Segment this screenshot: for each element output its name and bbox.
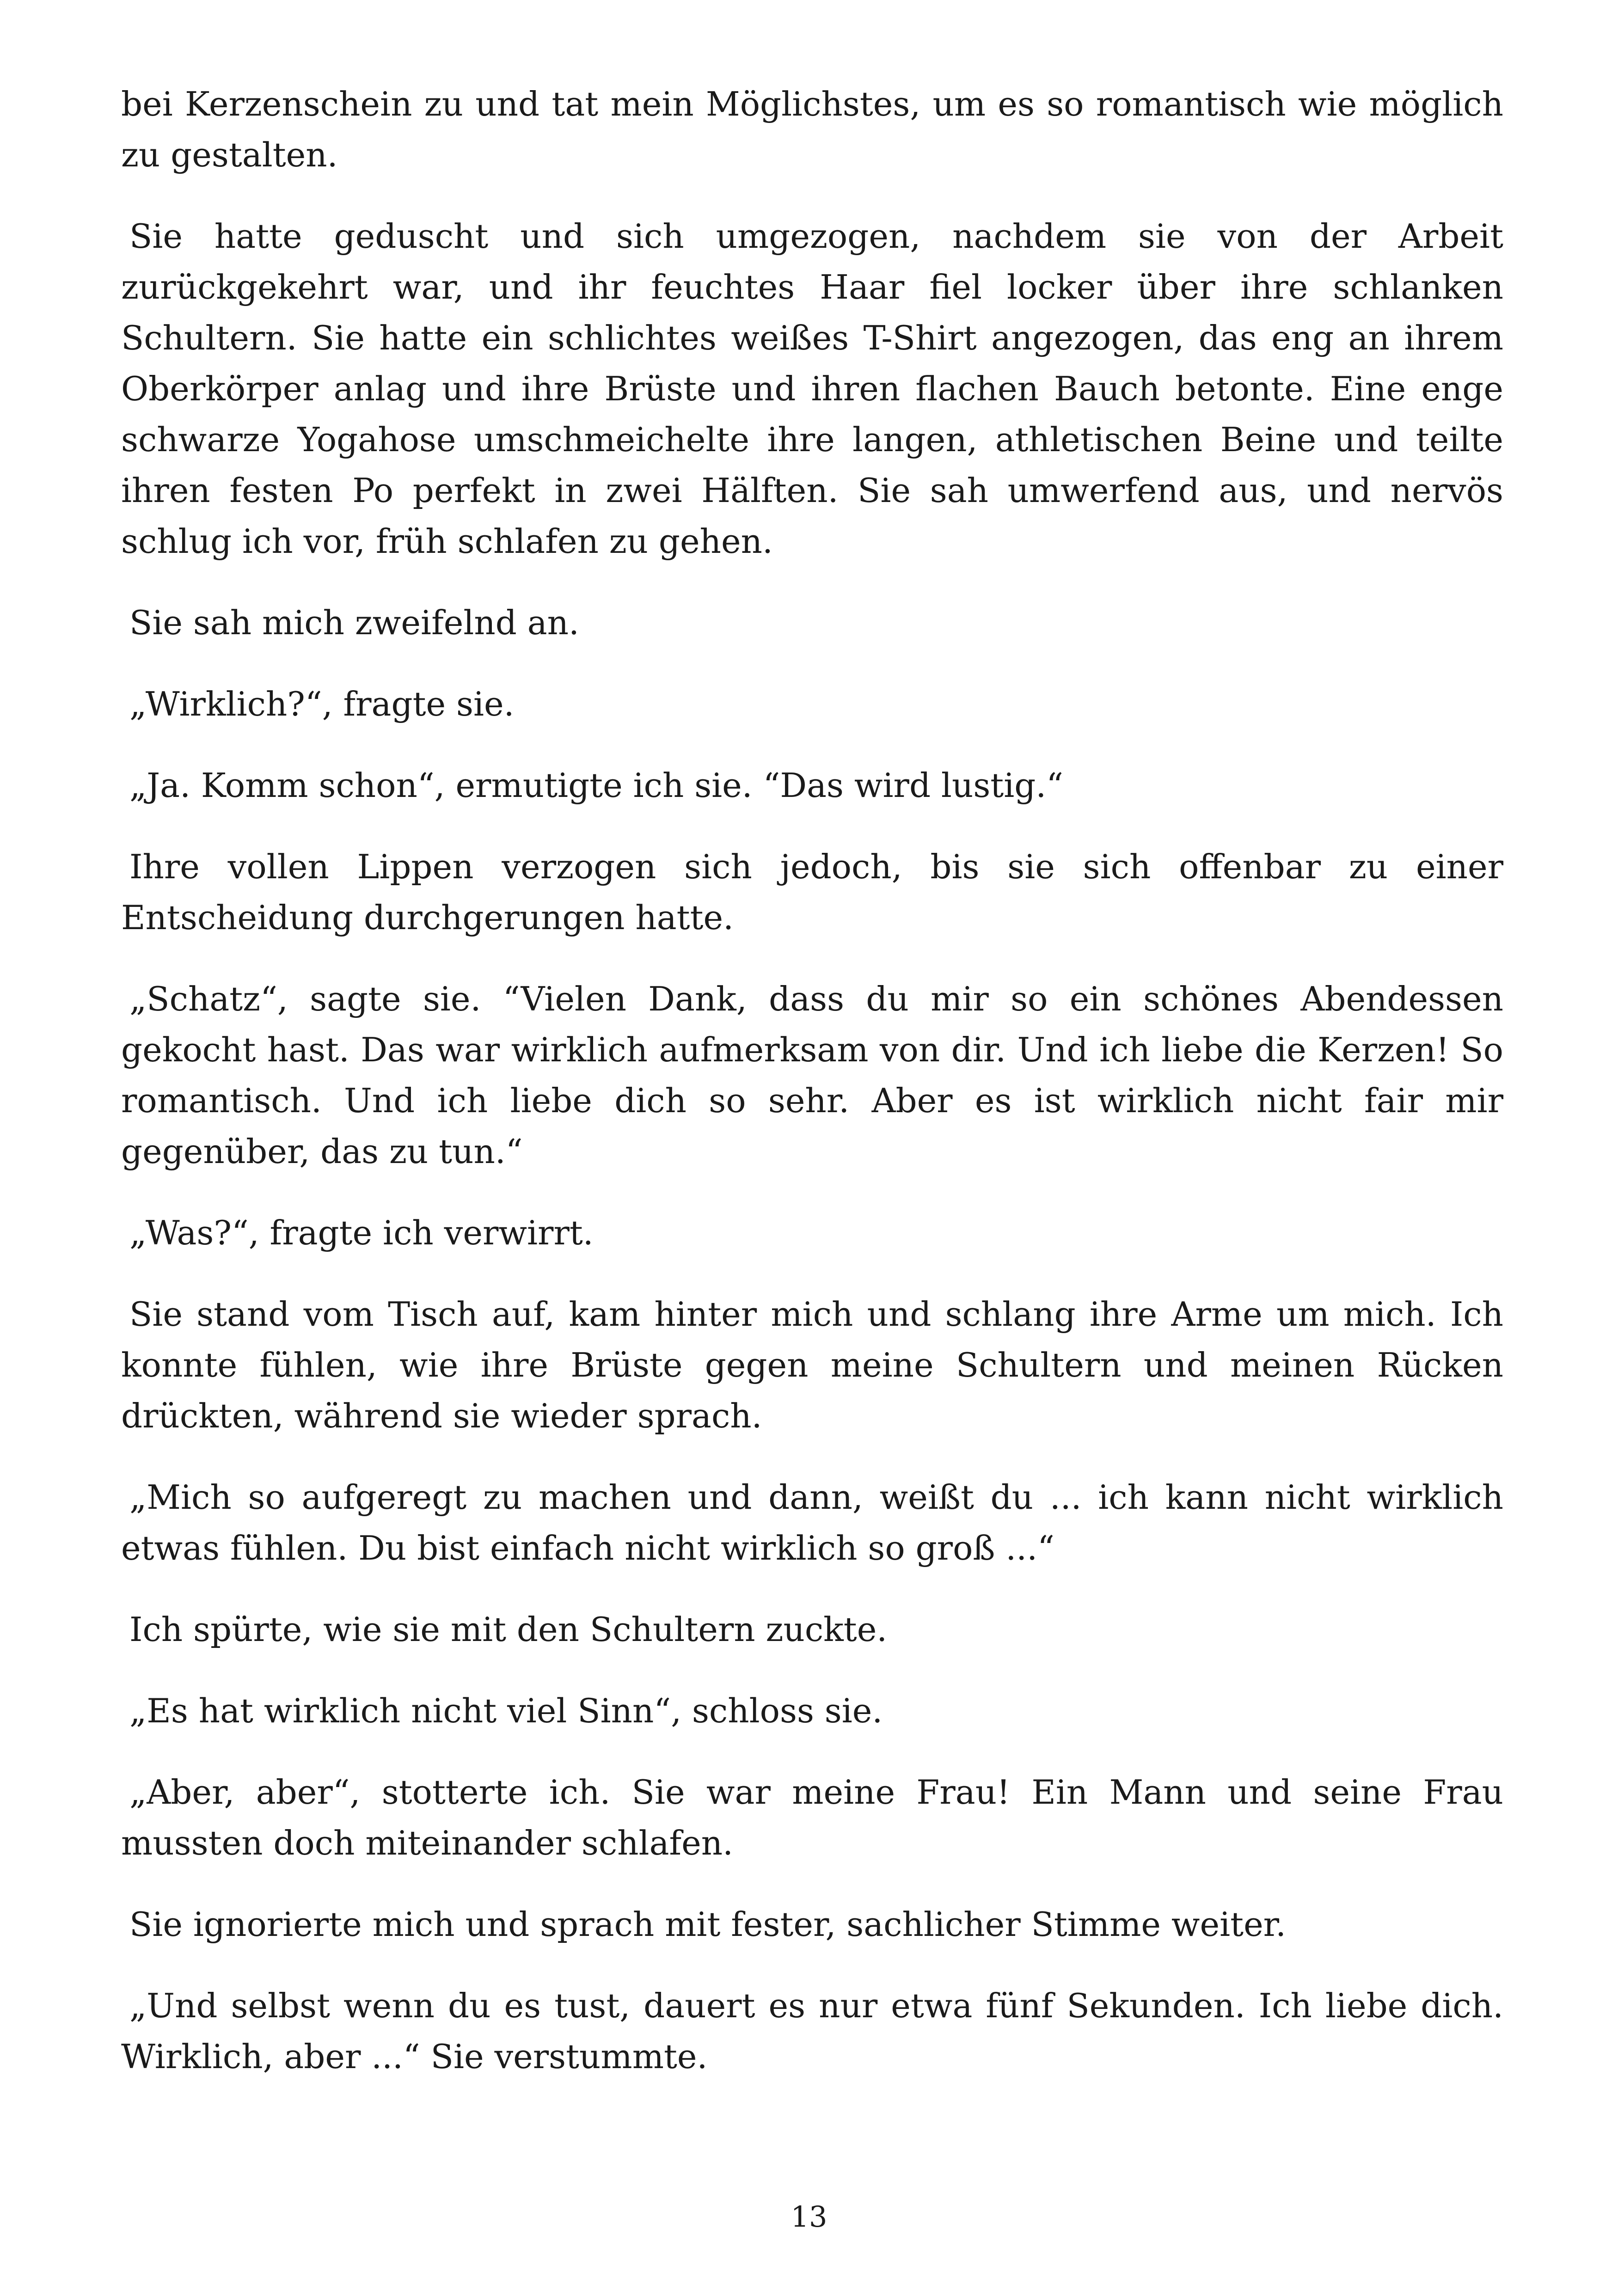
paragraph: Sie hatte geduscht und sich umgezogen, nachdem sie von der Arbeit zurückgekehrt war, und ihr feuchtes Haar fiel locker über ihre schlanken Schultern. Sie hatte ein schlichtes weißes T-Shirt angezogen, das eng an ihrem Oberkörper anlag und ihre Brüste und ihren flachen Bauch betonte. Eine enge schwarze Yogahose umschmeichelte ihre langen, athletischen Beine und teilte ihren festen Po perfekt in zwei Hälften. Sie sah umwerfend aus, und nervös schlug ich vor, früh schlafen zu gehen. [121,217,1503,561]
paragraph: Ich spürte, wie sie mit den Schultern zuckte. [129,1610,888,1649]
paragraph: Sie sah mich zweifelnd an. [129,603,579,642]
paragraph: „Es hat wirklich nicht viel Sinn“, schloss sie. [129,1691,883,1730]
paragraph: „Aber, aber“, stotterte ich. Sie war meine Frau! Ein Mann und seine Frau mussten doch miteinander schlafen. [121,1773,1503,1862]
paragraph: bei Kerzenschein zu und tat mein Möglichstes, um es so romantisch wie möglich zu gestalten. [121,85,1503,174]
paragraph: „Und selbst wenn du es tust, dauert es nur etwa fünf Sekunden. Ich liebe dich. Wirklich, aber ...“ Sie verstummte. [121,1986,1503,2076]
paragraph: „Was?“, fragte ich verwirrt. [129,1213,594,1252]
paragraph: Ihre vollen Lippen verzogen sich jedoch, bis sie sich offenbar zu einer Entscheidung durchgerungen hatte. [121,847,1503,937]
paragraph: Sie ignorierte mich und sprach mit fester, sachlicher Stimme weiter. [129,1905,1287,1944]
paragraph: „Ja. Komm schon“, ermutigte ich sie. “Das wird lustig.“ [129,766,1064,805]
page-number: 13 [791,2200,827,2234]
paragraph: „Schatz“, sagte sie. “Vielen Dank, dass du mir so ein schönes Abendessen gekocht hast. Das war wirklich aufmerksam von dir. Und ich liebe die Kerzen! So romantisch. Und ich liebe dich so sehr. Aber es ist wirklich nicht fair mir gegenüber, das zu tun.“ [121,980,1503,1171]
paragraph: „Mich so aufgeregt zu machen und dann, weißt du ... ich kann nicht wirklich etwas fühlen. Du bist einfach nicht wirklich so groß ...“ [121,1478,1503,1567]
paragraph: „Wirklich?“, fragte sie. [129,685,515,723]
page-body [121,79,1503,2112]
paragraph: Sie stand vom Tisch auf, kam hinter mich und schlang ihre Arme um mich. Ich konnte fühlen, wie ihre Brüste gegen meine Schultern und meinen Rücken drückten, während sie wieder sprach. [121,1295,1503,1435]
